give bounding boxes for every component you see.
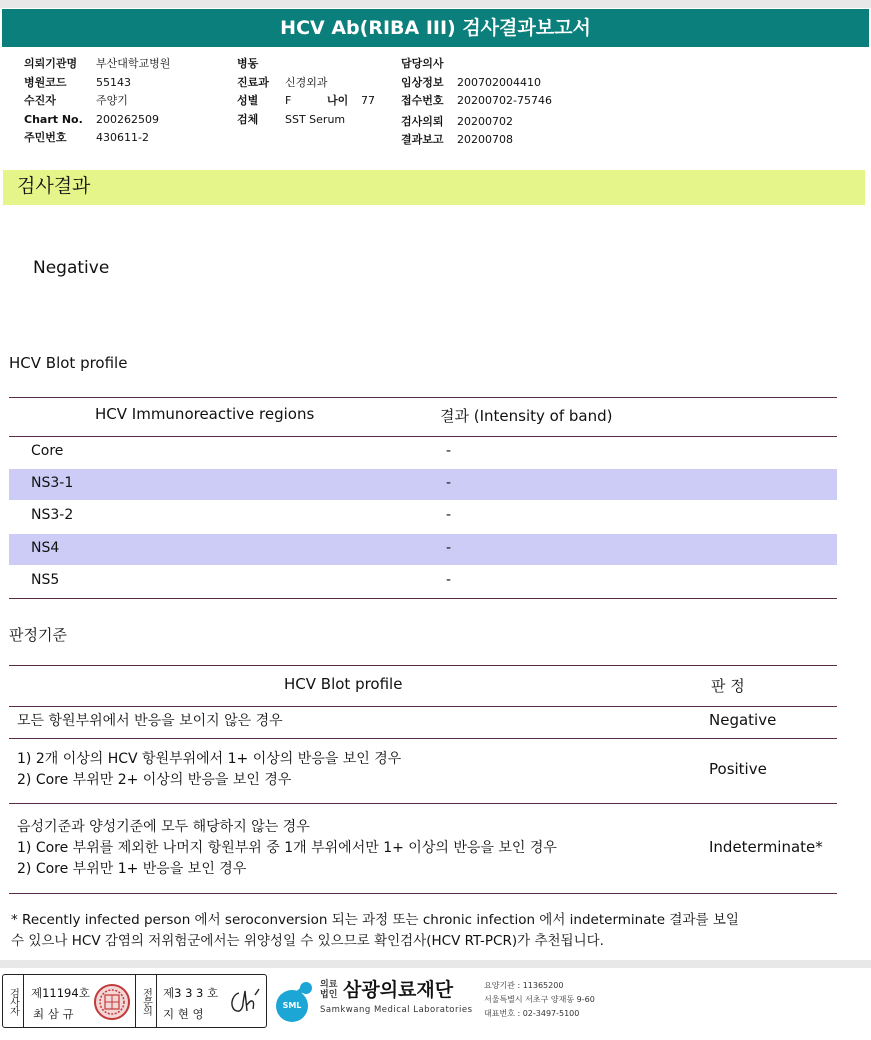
blot-heading: HCV Blot profile — [9, 354, 128, 372]
info-label: 담당의사 — [401, 57, 444, 70]
table-row-band — [9, 469, 837, 500]
specimen-value: SST Serum — [285, 112, 346, 126]
blot-region: NS5 — [31, 572, 60, 588]
info-row — [24, 92, 170, 111]
info-row — [237, 74, 375, 93]
blot-result: - — [446, 475, 452, 491]
criteria-header-profile: HCV Blot profile — [284, 675, 403, 693]
table-rule — [9, 706, 837, 707]
specialist-number: 제3 3 3 호 — [163, 986, 219, 1000]
table-row-band — [9, 534, 837, 565]
info-row — [237, 111, 375, 130]
info-row — [401, 131, 552, 150]
info-row — [401, 113, 552, 132]
footnote — [11, 910, 841, 952]
signature-icon — [225, 985, 263, 1019]
info-row — [24, 74, 170, 93]
dept-value: 신경외과 — [285, 75, 328, 89]
footnote-line: * Recently infected person 에서 seroconversion 되는 과정 또는 chronic infection 에서 indeterminate 결과를 보일 — [11, 912, 739, 928]
info-column-3 — [401, 55, 552, 150]
info-column-2 — [237, 55, 375, 129]
blot-region: Core — [31, 443, 64, 459]
report-title: HCV Ab(RIBA III) 검사결과보고서 — [2, 9, 869, 47]
table-rule — [9, 436, 837, 437]
table-rule — [9, 738, 837, 739]
specialist-name: 지 현 영 — [163, 1007, 204, 1021]
info-label: 임상정보 — [401, 75, 444, 89]
criteria-text: 1) 2개 이상의 HCV 항원부위에서 1+ 이상의 반응을 보인 경우 — [17, 751, 402, 767]
blot-result: - — [446, 507, 452, 523]
info-row — [401, 74, 552, 93]
table-rule — [9, 803, 837, 804]
table-rule — [9, 397, 837, 398]
criteria-header-judgement: 판 정 — [711, 677, 745, 695]
info-row — [401, 55, 552, 74]
criteria-heading: 판정기준 — [9, 626, 67, 644]
tester-number: 제11194호 — [31, 986, 90, 1000]
blot-header-result: 결과 (Intensity of band) — [440, 407, 613, 425]
dept-label: 진료과 — [237, 75, 269, 89]
blot-result: - — [446, 572, 452, 588]
sex-value: F — [285, 94, 292, 107]
age-value: 77 — [361, 94, 375, 107]
info-value: 430611-2 — [96, 131, 149, 144]
table-rule — [9, 598, 837, 599]
info-label: 의뢰기관명 — [24, 57, 78, 70]
criteria-text: 음성기준과 양성기준에 모두 해당하지 않는 경우 — [17, 819, 310, 835]
info-label: 주민번호 — [24, 131, 67, 144]
blot-region: NS4 — [31, 540, 60, 556]
info-value: 55143 — [96, 75, 131, 89]
info-value: 20200702-75746 — [457, 94, 552, 107]
org-code: 요양기관 : 11365200 — [484, 981, 564, 990]
table-rule — [9, 893, 837, 894]
blot-region: NS3-2 — [31, 507, 74, 523]
info-label: Chart No. — [24, 112, 83, 126]
result-value: Negative — [33, 258, 110, 278]
info-row — [24, 55, 170, 74]
top-strip — [0, 0, 871, 8]
info-value: 부산대학교병원 — [96, 57, 171, 70]
criteria-table — [9, 665, 837, 895]
info-label: 병원코드 — [24, 75, 67, 89]
tester-label: 검사자 — [3, 975, 24, 1027]
specialist-label: 전문의 — [135, 975, 157, 1027]
info-value: 주양기 — [96, 94, 128, 107]
info-value: 200702004410 — [457, 75, 541, 89]
criteria-text: 모든 항원부위에서 반응을 보이지 않은 경우 — [17, 713, 283, 729]
sml-logo-icon — [270, 976, 318, 1024]
sex-label: 성별 — [237, 94, 259, 107]
signature-box — [2, 974, 267, 1028]
info-row — [24, 111, 170, 130]
org-address: 서울특별시 서초구 양재동 9-60 — [484, 995, 595, 1004]
criteria-judgement: Negative — [709, 711, 777, 729]
info-row — [237, 55, 375, 74]
info-row — [237, 92, 375, 111]
info-label: 결과보고 — [401, 133, 444, 146]
org-prefix: 의료법인 — [320, 980, 338, 1000]
result-heading: 검사결과 — [3, 170, 865, 205]
blot-region: NS3-1 — [31, 475, 74, 491]
criteria-text: 1) Core 부위를 제외한 나머지 항원부위 중 1개 부위에서만 1+ 이상의 반응을 보인 경우 — [17, 840, 557, 856]
blot-header-region: HCV Immunoreactive regions — [95, 405, 315, 423]
criteria-judgement: Indeterminate* — [709, 838, 823, 856]
specimen-label: 검체 — [237, 112, 259, 126]
blot-result: - — [446, 443, 452, 459]
info-value: 200262509 — [96, 112, 159, 126]
info-value: 20200702 — [457, 114, 513, 128]
tester-name: 최 삼 규 — [33, 1007, 74, 1021]
logo-text: SML — [282, 1001, 302, 1010]
age-label: 나이 — [327, 94, 349, 107]
org-english: Samkwang Medical Laboratories — [320, 1005, 473, 1015]
info-row — [24, 129, 170, 148]
blot-result: - — [446, 540, 452, 556]
criteria-judgement: Positive — [709, 760, 767, 778]
blot-table — [9, 397, 837, 600]
ward-label: 병동 — [237, 57, 259, 70]
criteria-text: 2) Core 부위만 2+ 이상의 반응을 보인 경우 — [17, 772, 292, 788]
footnote-line: 수 있으나 HCV 감염의 저위험군에서는 위양성일 수 있으므로 확인검사(HCV RT-PCR)가 추천됩니다. — [11, 933, 604, 949]
info-label: 수진자 — [24, 94, 56, 107]
footer-strip — [0, 960, 871, 968]
seal-icon — [93, 983, 131, 1021]
table-rule — [9, 665, 837, 666]
org-name: 삼광의료재단 — [343, 979, 454, 1001]
info-column-1 — [24, 55, 170, 148]
criteria-text: 2) Core 부위만 1+ 반응을 보인 경우 — [17, 861, 247, 877]
info-row — [401, 92, 552, 111]
info-label: 접수번호 — [401, 94, 444, 107]
info-value: 20200708 — [457, 133, 513, 146]
org-phone: 대표번호 : 02-3497-5100 — [484, 1009, 580, 1018]
info-label: 검사의뢰 — [401, 114, 444, 128]
